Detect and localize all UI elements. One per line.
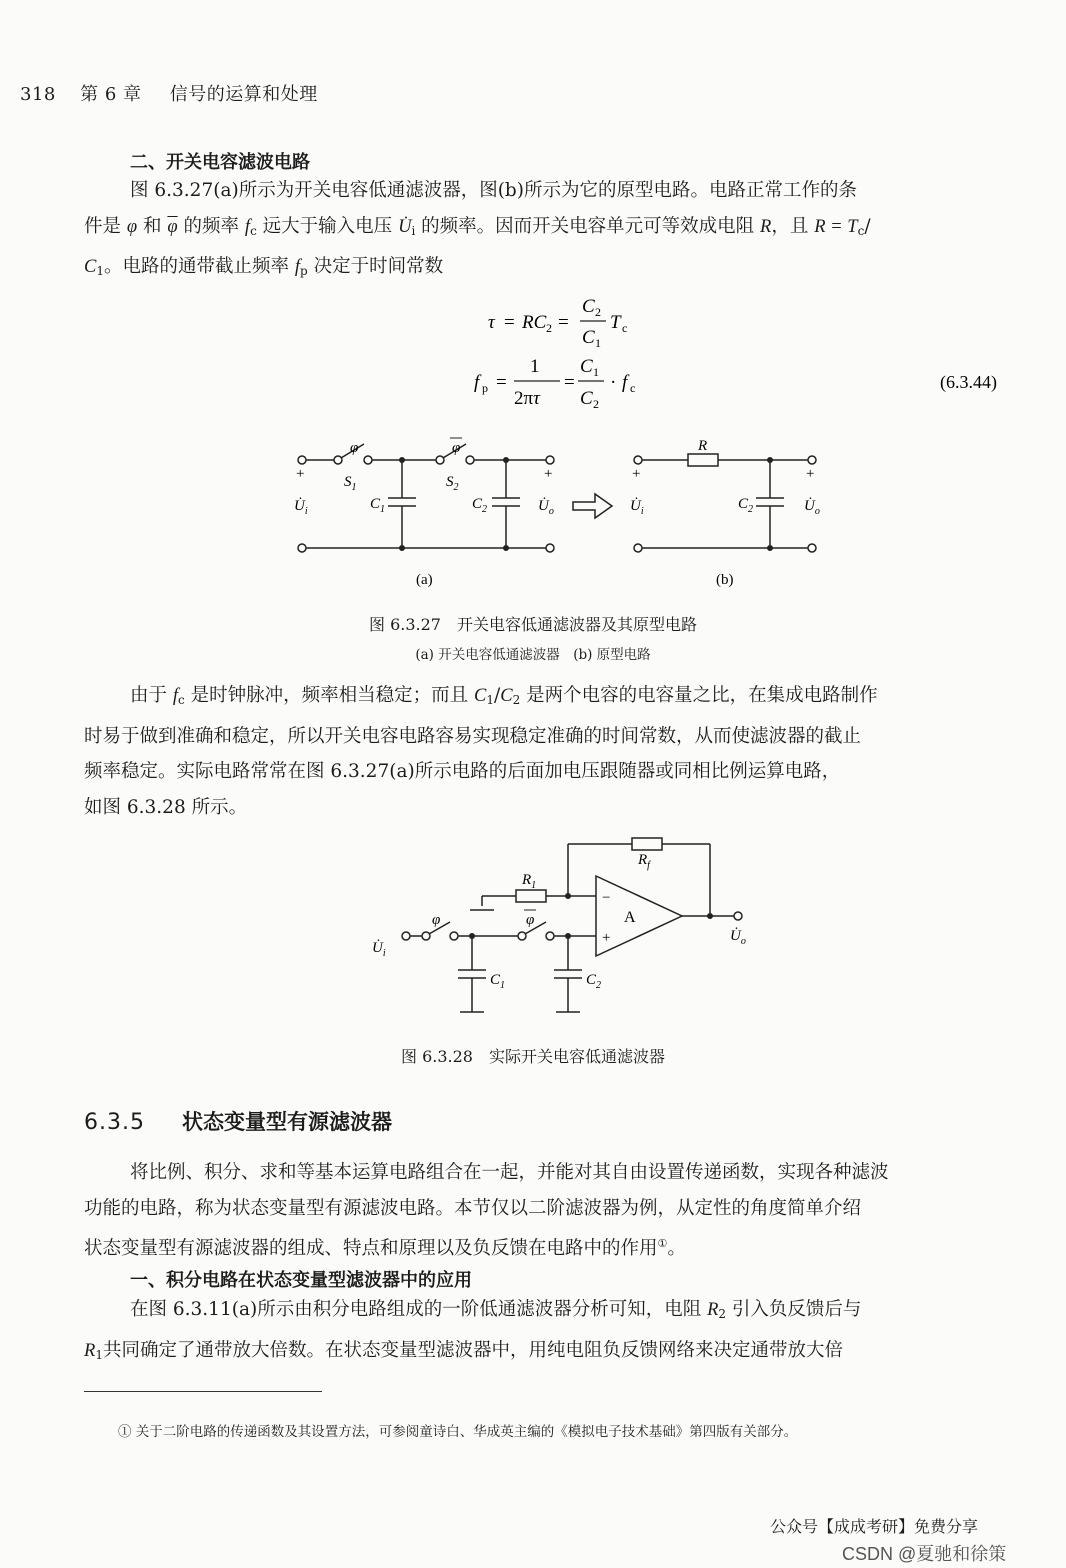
svg-text:+: + <box>602 930 611 946</box>
para1-line2: 件是 φ 和 $\overline{\varphi}$ 的频率 $f_c$ 远大于输入电压 $U̇_i$ 的频率。因而开关电容单元可等效成电阻 R，且 $R = T_c/$ <box>84 215 871 238</box>
footnote: ① 关于二阶电路的传递函数及其设置方法，可参阅童诗白、华成英主编的《模拟电子技术基础》第四版有关部分。 <box>118 1424 798 1440</box>
para1-line1: 图 6.3.27(a)所示为开关电容低通滤波器，图(b)所示为它的原型电路。电路正常工作的条 <box>130 180 857 201</box>
svg-text:T: T <box>610 312 621 333</box>
svg-text:φ: φ <box>432 912 441 928</box>
svg-text:+: + <box>632 466 641 482</box>
page-number: 318 <box>20 84 56 105</box>
svg-text:R: R <box>698 438 708 454</box>
svg-text:C: C <box>582 327 595 348</box>
svg-text:C: C <box>580 356 593 377</box>
chapter-title: 信号的运算和处理 <box>169 84 318 105</box>
svg-text:A: A <box>624 909 636 926</box>
equation-block <box>460 290 1050 415</box>
svg-text:U̇o: $U̇_o$ <box>730 928 746 947</box>
paragraph-3 <box>84 1155 1036 1267</box>
figure2-caption: 图 6.3.28 实际开关电容低通滤波器 <box>401 1047 665 1066</box>
svg-text:f: f <box>622 372 628 393</box>
subsection1-heading: 一、积分电路在状态变量型滤波器中的应用 <box>130 1270 472 1291</box>
para2-line1: 由于 $f_c$ 是时钟脉冲，频率相当稳定；而且 $C_1/C_2$ 是两个电容的电容量之比，在集成电路制作 <box>130 685 878 707</box>
svg-text:=: = <box>496 372 507 393</box>
svg-text:φ: φ <box>350 440 359 456</box>
svg-text:C1: $C_1$ <box>490 972 506 991</box>
svg-text:2: 2 <box>595 305 601 319</box>
section-title: 状态变量型有源滤波器 <box>181 1110 392 1134</box>
svg-text:c: c <box>630 381 636 395</box>
svg-text:U̇o: $U̇_o$ <box>538 498 554 517</box>
svg-text:2πτ: 2πτ <box>514 388 540 409</box>
svg-text:τ: τ <box>488 312 495 333</box>
svg-text:C2: $C_2$ <box>738 496 754 515</box>
paragraph-1 <box>84 173 1036 290</box>
fig1-label-b: (b) <box>716 572 734 588</box>
chapter-label: 第 6 章 <box>80 84 142 105</box>
svg-text:1: 1 <box>595 336 601 350</box>
svg-text:RC: RC <box>522 312 547 333</box>
paragraph-4 <box>84 1292 1036 1373</box>
para2-line2: 时易于做到准确和稳定，所以开关电容电路容易实现稳定准确的时间常数，从而使滤波器的截止 <box>84 725 862 747</box>
figure-6-3-27 <box>280 430 840 600</box>
fig1-label-a: (a) <box>416 572 433 588</box>
para3-line2: 功能的电路，称为状态变量型有源滤波电路。本节仅以二阶滤波器为例，从定性的角度简单介绍 <box>84 1197 862 1219</box>
svg-text:p: p <box>482 381 488 395</box>
svg-text:C2: $C_2$ <box>586 972 602 991</box>
svg-text:2: 2 <box>546 321 552 335</box>
svg-text:+: + <box>806 466 815 482</box>
svg-text:=: = <box>504 312 515 333</box>
svg-text:C: C <box>580 388 593 409</box>
svg-text:·: · <box>610 372 617 393</box>
svg-text:C2: $C_2$ <box>472 496 488 515</box>
figure-6-3-28 <box>360 830 780 1030</box>
section2-heading: 二、开关电容滤波电路 <box>130 152 310 173</box>
svg-text:C: C <box>582 296 595 317</box>
para3-line3: 状态变量型有源滤波器的组成、特点和原理以及负反馈在电路中的作用①。 <box>84 1237 686 1259</box>
svg-text:U̇i: $U̇_i$ <box>630 498 644 517</box>
para2-line3: 频率稳定。实际电路常常在图 6.3.27(a)所示电路的后面加电压跟随器或同相比例运算电路， <box>84 761 841 782</box>
footnote-rule <box>84 1391 322 1392</box>
svg-text:S1: $S_1$ <box>344 474 357 493</box>
svg-text:1: 1 <box>530 356 540 377</box>
section-number: 6.3.5 <box>84 1110 145 1135</box>
para2-line4: 如图 6.3.28 所示。 <box>84 796 248 818</box>
watermark-wechat: 公众号【成成考研】免费分享 <box>770 1517 979 1536</box>
section-heading <box>84 1106 392 1136</box>
svg-text:=: = <box>558 312 569 333</box>
svg-text:+: + <box>544 466 553 482</box>
svg-text:φ: φ <box>452 440 461 456</box>
svg-text:U̇i: $U̇_i$ <box>372 940 386 959</box>
svg-text:Rf: $R_f$ <box>638 852 650 871</box>
svg-text:φ: φ <box>526 912 535 928</box>
svg-text:−: − <box>602 890 611 906</box>
svg-text:1: 1 <box>593 365 599 379</box>
svg-text:U̇o: $U̇_o$ <box>804 498 820 517</box>
svg-text:S2: $S_2$ <box>446 474 459 493</box>
figure1-subcaption: (a) 开关电容低通滤波器 (b) 原型电路 <box>415 647 651 663</box>
svg-text:R1: $R_1$ <box>522 872 537 891</box>
figure1-caption: 图 6.3.27 开关电容低通滤波器及其原型电路 <box>369 615 697 634</box>
svg-text:2: 2 <box>593 397 599 411</box>
para3-line1: 将比例、积分、求和等基本运算电路组合在一起，并能对其自由设置传递函数，实现各种滤波 <box>130 1162 889 1183</box>
para4-line1: 在图 6.3.11(a)所示由积分电路组成的一阶低通滤波器分析可知，电阻 $R_2$ 引入负反馈后与 <box>130 1299 862 1321</box>
paragraph-2 <box>84 678 1036 825</box>
svg-text:+: + <box>296 466 305 482</box>
watermark-csdn: CSDN @夏驰和徐策 <box>842 1544 1007 1564</box>
page-header <box>20 80 318 106</box>
equation-number: (6.3.44) <box>940 372 997 392</box>
svg-text:c: c <box>622 321 628 335</box>
svg-text:f: f <box>474 372 480 393</box>
para1-line3: $C_1$。电路的通带截止频率 $f_p$ 决定于时间常数 <box>84 256 444 278</box>
para4-line2: $R_1$共同确定了通带放大倍数。在状态变量型滤波器中，用纯电阻负反馈网络来决定通带放大倍 <box>84 1339 843 1362</box>
svg-text:=: = <box>564 372 575 393</box>
svg-text:U̇i: $U̇_i$ <box>294 498 308 517</box>
svg-text:C1: $C_1$ <box>370 496 386 515</box>
